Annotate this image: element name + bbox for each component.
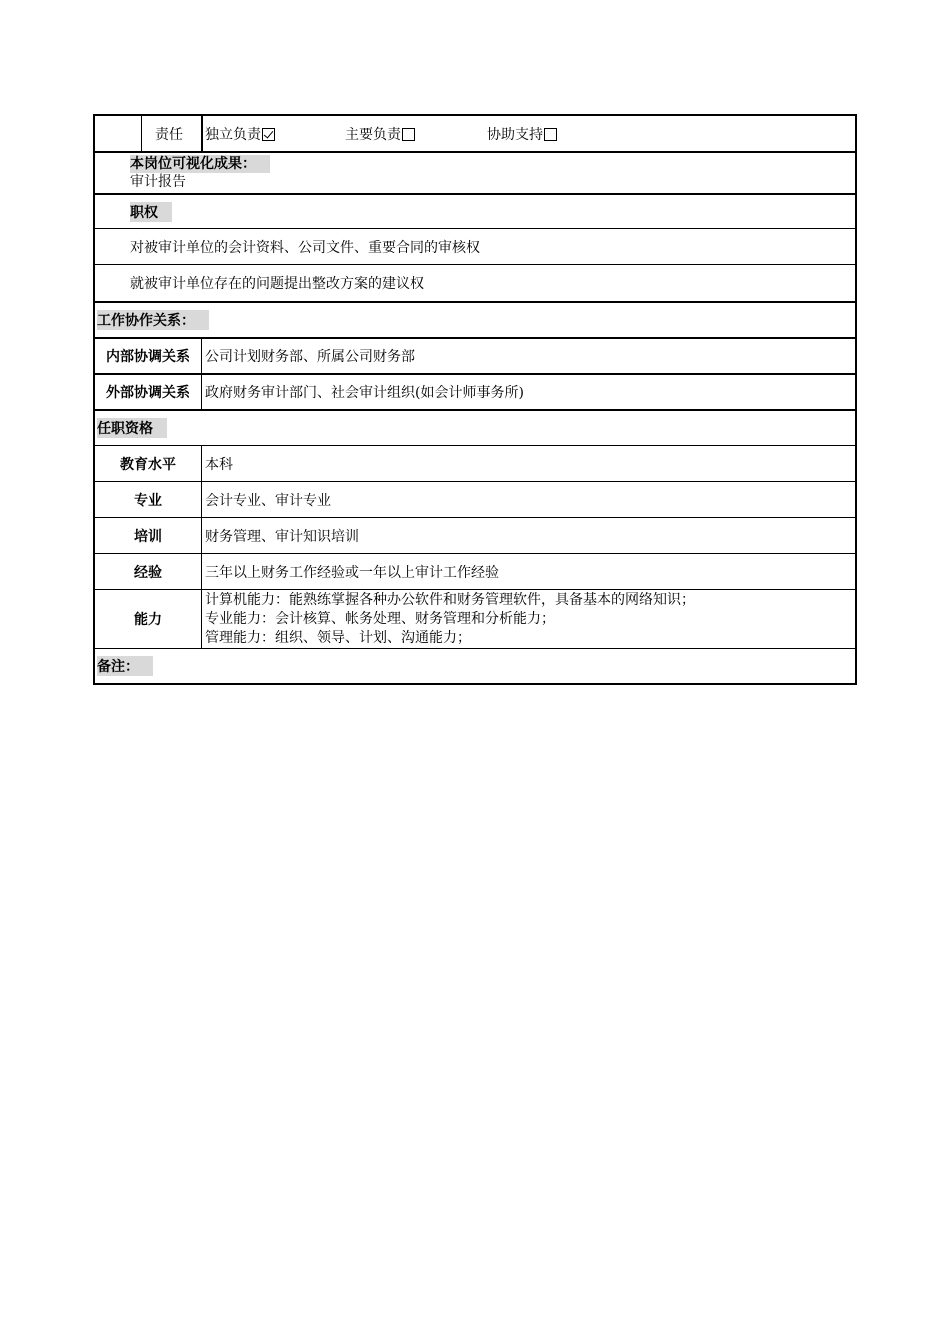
divider	[201, 116, 203, 151]
remarks-heading: 备注：	[97, 649, 153, 683]
visual-results-heading: 本岗位可视化成果：	[130, 155, 270, 173]
external-relations-row	[93, 373, 857, 409]
divider	[201, 339, 202, 373]
divider	[201, 446, 202, 481]
option-assist[interactable]	[487, 116, 557, 151]
authority-item: 就被审计单位存在的问题提出整改方案的建议权	[130, 276, 424, 292]
qualification-label: 能力	[134, 612, 162, 628]
divider	[141, 116, 142, 151]
checkbox-empty-icon[interactable]	[402, 128, 415, 141]
authority-heading: 职权	[130, 195, 172, 228]
qualification-row-education	[93, 445, 857, 481]
ability-line: 计算机能力：能熟练掌握各种办公软件和财务管理软件，具备基本的网络知识；	[205, 591, 695, 608]
option-label: 独立负责	[205, 126, 261, 143]
remarks-row	[93, 648, 857, 685]
divider	[201, 518, 202, 553]
responsibility-label: 责任	[155, 126, 183, 143]
visual-results-row	[93, 151, 857, 193]
ability-lines	[205, 590, 695, 648]
qualification-row-training	[93, 517, 857, 553]
authority-heading-row	[93, 193, 857, 228]
qualifications-heading: 任职资格	[97, 411, 167, 445]
visual-results-value: 审计报告	[130, 174, 186, 190]
qualifications-heading-row	[93, 409, 857, 445]
option-label: 主要负责	[345, 126, 401, 143]
checkbox-empty-icon[interactable]	[544, 128, 557, 141]
option-independent[interactable]	[205, 116, 275, 151]
internal-relations-row	[93, 337, 857, 373]
divider	[201, 590, 202, 648]
qualification-row-major	[93, 481, 857, 517]
authority-item-row	[93, 264, 857, 301]
divider	[201, 554, 202, 589]
ability-line: 管理能力：组织、领导、计划、沟通能力；	[205, 629, 471, 646]
internal-relations-label: 内部协调关系	[106, 349, 190, 365]
authority-item-row	[93, 228, 857, 264]
internal-relations-value: 公司计划财务部、所属公司财务部	[205, 349, 415, 365]
qualification-row-experience	[93, 553, 857, 589]
qualification-row-ability	[93, 589, 857, 648]
qualification-label: 培训	[134, 528, 162, 545]
responsibility-row	[93, 114, 857, 151]
option-label: 协助支持	[487, 126, 543, 143]
qualification-label: 经验	[134, 564, 162, 581]
qualification-value: 本科	[205, 456, 233, 473]
ability-line: 专业能力：会计核算、帐务处理、财务管理和分析能力；	[205, 610, 555, 627]
cooperation-heading-row	[93, 301, 857, 337]
external-relations-label: 外部协调关系	[106, 385, 190, 401]
qualification-value: 财务管理、审计知识培训	[205, 528, 359, 545]
cooperation-heading: 工作协作关系：	[97, 303, 209, 337]
external-relations-value: 政府财务审计部门、社会审计组织(如会计师事务所)	[205, 385, 524, 401]
job-description-table	[93, 114, 857, 685]
qualification-label: 专业	[134, 492, 162, 509]
visual-results-block	[130, 153, 270, 193]
qualification-value: 三年以上财务工作经验或一年以上审计工作经验	[205, 564, 499, 581]
divider	[201, 482, 202, 517]
qualification-value: 会计专业、审计专业	[205, 492, 331, 509]
authority-item: 对被审计单位的会计资料、公司文件、重要合同的审核权	[130, 239, 480, 256]
qualification-label: 教育水平	[120, 456, 176, 473]
divider	[201, 375, 202, 409]
option-primary[interactable]	[345, 116, 415, 151]
checkbox-checked-icon[interactable]	[262, 128, 275, 141]
